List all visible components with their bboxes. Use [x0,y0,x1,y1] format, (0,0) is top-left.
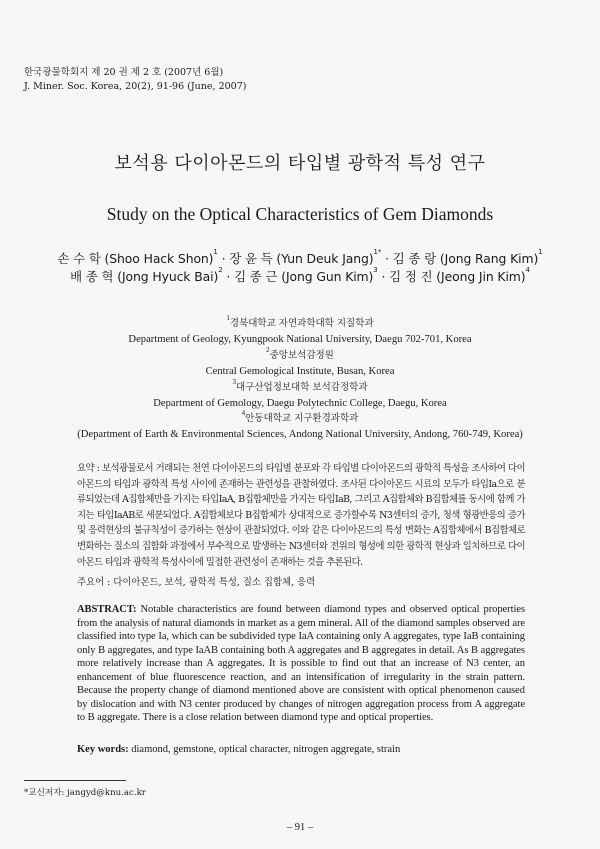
footnote-divider [24,780,126,781]
author-name: 김 정 진 (Jeong Jin Kim) [389,269,526,284]
corresponding-author-footnote: *교신저자: jangyd@knu.ac.kr [24,788,146,798]
keywords-korean-text: 다이아몬드, 보석, 광학적 특성, 질소 집합체, 응력 [113,577,316,588]
author-affiliation-mark: 1 [213,248,218,256]
journal-line-korean: 한국광물학회지 제 20 권 제 2 호 (2007년 6월) [24,67,224,78]
author-name: 김 종 랑 (Jong Rang Kim) [392,251,539,266]
affiliation-english: (Department of Earth & Environmental Sciences, Andong National University, Andong, 760-749, Korea) [77,429,523,441]
journal-line-english: J. Miner. Soc. Korea, 20(2), 91-96 (June, 2007) [24,81,247,92]
author-affiliation-mark: 2 [218,266,223,274]
author-separator: · [385,251,389,266]
affiliation-korean: $^4$안동대학교 지구환경과학과 [241,409,359,425]
abstract-english-text: Notable characteristics are found between diamond types and observed optical properties from the analysis of natural diamonds in market as a gem mineral. All of the diamond samples observed are classified into type Ia, which can be subdivided type IaA containing only A aggregates, type IaB containing only B aggregates, and type IaAB containing both A aggregates and B aggregates in detail. As B aggregates more relatively increase than A aggregates. It is possible to find out that an increase of N3 center, an enhancement of blue fluorescence reaction, and an intensification of irregularity in the strain pattern. Because the property change of diamond mentioned above are consistent with optical phenomenon caused by dislocation and with N3 center produced by changes of nitrogen aggregation process from A aggregate to B aggregate. There is a close relation between diamond type and optical properties. [77,604,525,723]
keywords-korean [77,574,525,588]
affiliation-mark: 1 [226,314,230,322]
author-affiliation-mark: 3 [373,266,378,274]
affiliation-mark: 4 [241,409,246,418]
affiliation-english: Department of Gemology, Daegu Polytechnic College, Daegu, Korea [153,397,447,409]
keywords-english-label: Key words [77,744,126,755]
keywords-english: Key words: diamond, gemstone, optical character, nitrogen aggregate, strain [77,744,401,755]
affiliation-english: Department of Geology, Kyungpook National University, Daegu 702-701, Korea [128,333,472,345]
affiliation-korean: $^3$대구산업정보대학 보석감정학과 [232,377,368,393]
affiliation-mark: 2 [266,345,270,354]
author-affiliation-mark: 1* [373,248,382,256]
author-separator: · [221,251,226,266]
author-list [0,250,600,286]
author-name: 손 수 학 (Shoo Hack Shon) [57,251,214,266]
abstract-english-label: ABSTRACT [77,604,134,615]
affiliations [0,316,600,443]
author-name: 김 종 근 (Jong Gun Kim) [234,269,374,284]
affiliation-korean: $^2$중앙보석감정원 [266,345,334,361]
abstract-korean-label: 요약 : [77,463,100,474]
affiliation-mark: 3 [232,377,236,386]
title-korean: 보석용 다이아몬드의 타입별 광학적 특성 연구 [114,153,486,174]
page-number: – 91 – [286,822,314,833]
keywords-korean-label: 주요어 : [77,577,111,588]
affiliation-korean: $^1$경북대학교 자연과학대학 지질학과 [226,314,374,329]
author-affiliation-mark: 1 [538,248,543,256]
author-line-2 [0,268,600,286]
author-separator: · [226,269,231,284]
abstract-korean [77,461,525,570]
author-name: 배 종 혁 (Jong Hyuck Bai) [70,269,219,284]
journal-header [24,66,246,94]
author-separator: · [381,269,386,284]
title-english: Study on the Optical Characteristics of Gem Diamonds [106,204,494,224]
affiliation-english: Central Gemological Institute, Busan, Korea [205,365,395,377]
keywords-english-text: diamond, gemstone, optical character, nitrogen aggregate, strain [131,744,401,755]
abstract-english: ABSTRACT: Notable characteristics are found between diamond types and observed optical properties from the analysis of natural diamonds in market as a gem mineral. All of the diamond samples observed are classified into type Ia, which can be subdivided type IaA containing only A aggregates, type IaB containing only B aggregates, and type IaAB containing both A aggregates and B aggregates in detail. As B aggregates more relatively increase than A aggregates. It is possible to find out that an increase of N3 center, an enhancement of blue fluorescence reaction, and an intensification of irregularity in the strain pattern. Because the property change of diamond mentioned above are consistent with optical phenomenon caused by dislocation and with N3 center produced by changes of nitrogen aggregation process from A aggregate to B aggregate. There is a close relation between diamond type and optical properties. [77,604,525,723]
author-line-1 [0,250,600,268]
author-name: 장 윤 득 (Yun Deuk Jang) [229,251,374,266]
author-affiliation-mark: 4 [525,266,530,274]
abstract-korean-text: 보석광물로서 거래되는 천연 다이아몬드의 타입별 분포와 각 타입별 다이아몬드의 광학적 특성을 조사하여 다이아몬드의 타입과 광학적 특성 사이에 존재하는 관련성을 관찰하였다. 조사된 다이아몬드 시료의 모두가 타입Ia으로 분류되었는데 A집합체만을 가지는 타입IaA, B집합체만을 가지는 타입IaB, 그리고 A집합체와 B집합체를 동시에 함께 가지는 타입IaAB로 세분되었다. A집합체보다 B집합체가 상대적으로 증가할수록 N3센터의 증가, 청색 형광반응의 증가 및 응력현상의 불규칙성이 증가하는 현상이 관찰되었다. 이와 같은 다이아몬드의 특성 변화는 A집합체에서 B집합체로 변화하는 질소의 집합화 과정에서 부수적으로 발생하는 N3센터와 전위의 형성에 의한 광학적 현상과 일치하므로 다이아몬드 타입과 광학적 특성사이에 밀접한 관련성이 존재하는 것을 추론된다. [77,463,526,568]
